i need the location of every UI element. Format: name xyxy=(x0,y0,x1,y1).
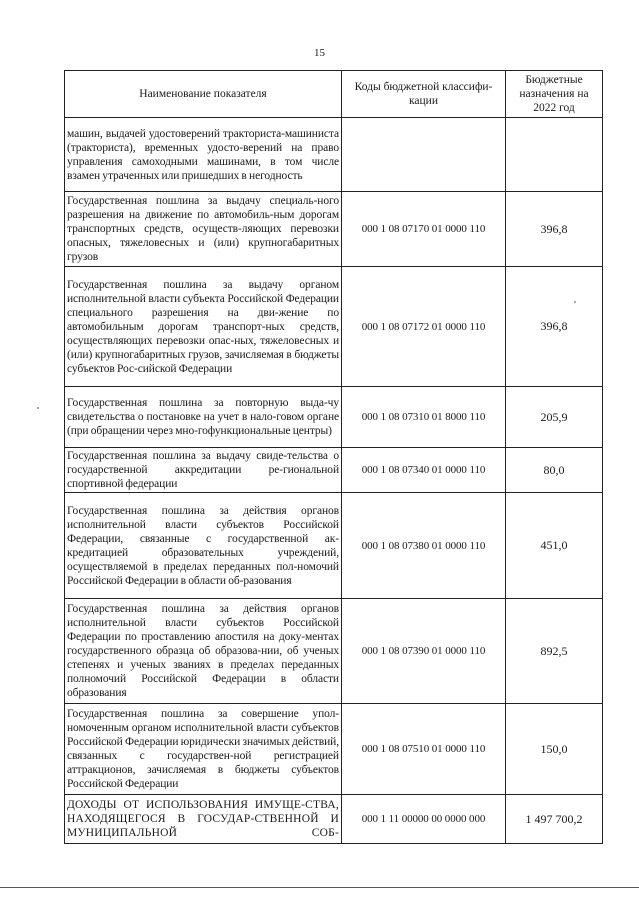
row-code: 000 1 08 07340 01 0000 110 xyxy=(342,448,506,493)
scan-edge-line xyxy=(0,887,639,888)
page-number: 15 xyxy=(314,47,325,59)
row-code: 000 1 08 07170 01 0000 110 xyxy=(342,192,506,267)
row-name: машин, выдачей удостоверений тракториста-машиниста (тракториста), временных удосто-верений на право управления самоходными машинами, в том числе взамен утраченных или пришедших в негодность xyxy=(65,118,342,192)
row-code: 000 1 08 07172 01 0000 110 xyxy=(342,267,506,387)
row-name: Государственная пошлина за выдачу органом исполнительной власти субъекта Российской Федерации специального разрешения на дви-жение по автомобильным дорогам транспорт-ных средств, осуществляющих перевозки опас-ных, тяжеловесных и (или) крупногабаритных грузов, зачисляемая в бюджеты субъектов Рос-сийской Федерации xyxy=(65,267,342,387)
row-name: Государственная пошлина за действия органов исполнительной власти субъектов Российской Федерации, связанные с государственной ак-кредитацией образовательных учреждений, осуществляемой в пределах переданных пол-номочий Российской Федерации в области об-разования xyxy=(65,493,342,599)
scan-speck xyxy=(574,301,576,303)
table-row xyxy=(65,795,603,844)
row-name: ДОХОДЫ ОТ ИСПОЛЬЗОВАНИЯ ИМУЩЕ-СТВА, НАХОДЯЩЕГОСЯ В ГОСУДАР-СТВЕННОЙ И МУНИЦИПАЛЬНОЙ СОБ- xyxy=(65,795,342,844)
row-value: 205,9 xyxy=(506,387,603,448)
row-name: Государственная пошлина за выдачу специаль-ного разрешения на движение по автомобиль-ным дорогам транспортных средств, осуществ-ляющих перевозки опасных, тяжеловесных и (или) крупногабаритных грузов xyxy=(65,192,342,267)
table-row xyxy=(65,448,603,493)
row-value xyxy=(506,118,603,192)
row-code: 000 1 08 07380 01 0000 110 xyxy=(342,493,506,599)
row-name: Государственная пошлина за выдачу свиде-тельства о государственной аккредитации ре-гиональной спортивной федерации xyxy=(65,448,342,493)
table-row xyxy=(65,267,603,387)
header-indicator-name: Наименование показателя xyxy=(65,71,342,118)
table-row xyxy=(65,118,603,192)
row-value: 892,5 xyxy=(506,599,603,704)
header-budget-codes: Коды бюджетной классифи-кации xyxy=(342,71,506,118)
row-value: 451,0 xyxy=(506,493,603,599)
row-code: 000 1 11 00000 00 0000 000 xyxy=(342,795,506,844)
header-budget-assignments: Бюджетные назначения на 2022 год xyxy=(506,71,603,118)
row-code: 000 1 08 07310 01 8000 110 xyxy=(342,387,506,448)
table-row xyxy=(65,387,603,448)
row-value: 1 497 700,2 xyxy=(506,795,603,844)
row-value: 396,8 xyxy=(506,192,603,267)
table-row xyxy=(65,599,603,704)
row-value: 396,8 xyxy=(506,267,603,387)
row-code xyxy=(342,118,506,192)
table-header-row xyxy=(65,71,603,118)
row-name: Государственная пошлина за действия органов исполнительной власти субъектов Российской Федерации по проставлению апостиля на доку-ментах государственного образца об образова-нии, об ученых степенях и ученых званиях в пределах переданных полномочий Российской Федерации в области образования xyxy=(65,599,342,704)
row-name: Государственная пошлина за повторную выда-чу свидетельства о постановке на учет в нало-говом органе (при обращении через мно-гофункциональные центры) xyxy=(65,387,342,448)
row-value: 150,0 xyxy=(506,704,603,795)
scan-speck xyxy=(37,407,39,409)
table-row xyxy=(65,704,603,795)
row-name: Государственная пошлина за совершение упол-номоченным органом исполнительной власти субъектов Российской Федерации юридически значимых действий, связанных с государствен-ной регистрацией аттракционов, зачисляемая в бюджеты субъектов Российской Федерации xyxy=(65,704,342,795)
budget-table xyxy=(64,70,603,844)
row-code: 000 1 08 07390 01 0000 110 xyxy=(342,599,506,704)
table-row xyxy=(65,493,603,599)
row-code: 000 1 08 07510 01 0000 110 xyxy=(342,704,506,795)
row-value: 80,0 xyxy=(506,448,603,493)
table-row xyxy=(65,192,603,267)
